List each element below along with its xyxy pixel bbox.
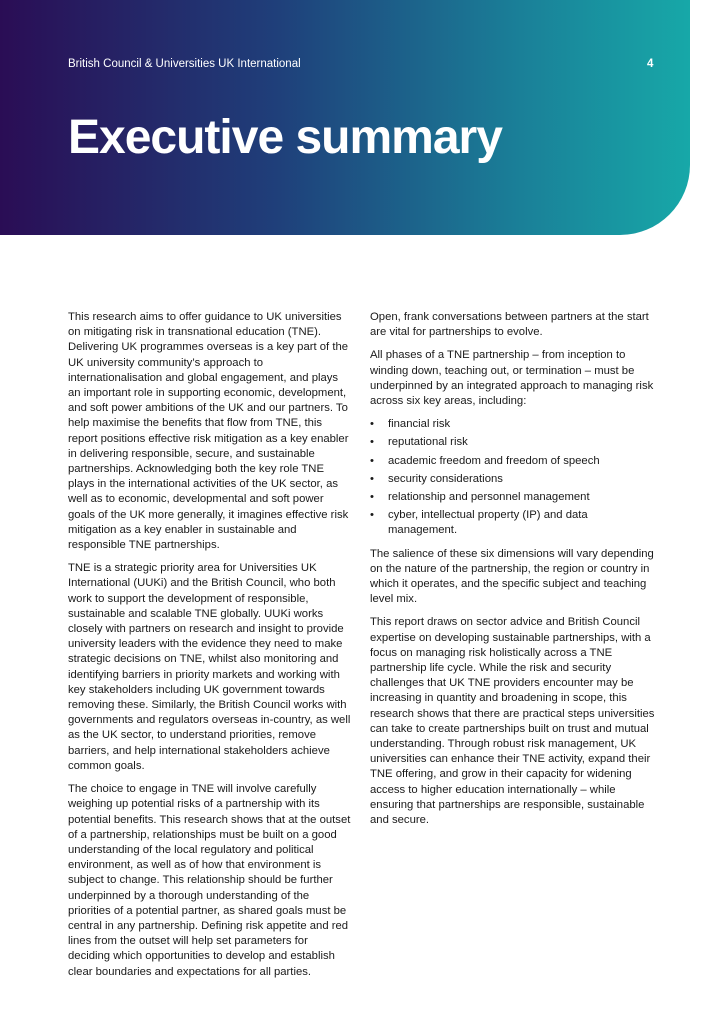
- left-column: [68, 310, 353, 988]
- page-number: 4: [647, 58, 654, 70]
- paragraph: The salience of these six dimensions will vary depending on the nature of the partnership, the region or country in which it operates, and the specific subject and teaching level mix.: [370, 547, 654, 606]
- paragraph: TNE is a strategic priority area for Universities UK International (UUKi) and the British Council, who both work to support the development of responsible, sustainable and scalable TNE globally. UUKi works closely with partners on research and insight to provide university leaders with the evidence they need to make strategic decisions on TNE, whilst also monitoring and identifying barriers in priority markets and working with key stakeholders including UK government towards removing these. Similarly, the British Council works with governments and regulators overseas in-country, as well as the UK sector, to understand priorities, remove barriers, and help international stakeholders achieve common goals.: [68, 562, 351, 772]
- paragraph: This research aims to offer guidance to UK universities on mitigating risk in transnational education (TNE). Delivering UK programmes overseas is a key part of the UK university community’s approach to internationalisation and global engagement, and plays an important role in supporting economic, development, and soft power ambitions of the UK and our partners. To help maximise the benefits that flow from TNE, this report positions effective risk mitigation as a key enabler in delivering responsible, secure, and sustainable partnerships. Acknowledging both the key role TNE plays in the international activities of the UK sector, as well as to economic, developmental and soft power goals of the UK more generally, it imagines effective risk mitigation as a key enabler in sustainable and responsible TNE partnerships.: [68, 311, 349, 552]
- list-item: • reputational risk: [370, 435, 656, 450]
- paragraph: Open, frank conversations between partners at the start are vital for partnerships to evolve.: [370, 311, 649, 339]
- list-item: • financial risk: [370, 417, 656, 432]
- paragraph: This report draws on sector advice and British Council expertise on developing sustainable partnerships, with a focus on managing risk holistically across a TNE partnership life cycle. While the risk and security challenges that UK TNE providers encounter may be increasing in quantity and broadening in scope, this research shows that there are practical steps universities can take to create partnerships built on trust and mutual understanding. Through robust risk management, UK universities can enhance their TNE activity, expand their TNE offering, and grow in their capacity for widening access to higher education internationally – while ensuring that partnerships are responsible, sustainable and secure.: [370, 616, 655, 827]
- list-item: • security considerations: [370, 472, 656, 487]
- paragraph: The choice to engage in TNE will involve carefully weighing up potential risks of a partnership with its potential benefits. This research shows that at the outset of a partnership, relationships must be built on a good understanding of the local regulatory and political environment, as well as of how that environment is subject to change. This relationship should be further underpinned by a thorough understanding of the priorities of a potential partner, as shared goals must be central in any partnership. Defining risk appetite and red lines from the outset will help set parameters for deciding which opportunities to develop and establish clear boundaries and expectations for all parties.: [68, 783, 351, 978]
- list-item: • cyber, intellectual property (IP) and data management.: [370, 508, 656, 538]
- list-item: • relationship and personnel management: [370, 490, 656, 505]
- running-title: British Council & Universities UK International: [68, 58, 301, 70]
- list-item: • academic freedom and freedom of speech: [370, 454, 656, 469]
- paragraph: All phases of a TNE partnership – from inception to winding down, teaching out, or termination – must be underpinned by an integrated approach to managing risk across six key areas, including:: [370, 349, 654, 408]
- risk-areas-list: [370, 417, 656, 538]
- page-title: Executive summary: [68, 111, 502, 164]
- right-column: [370, 310, 656, 836]
- header-banner: [0, 0, 690, 235]
